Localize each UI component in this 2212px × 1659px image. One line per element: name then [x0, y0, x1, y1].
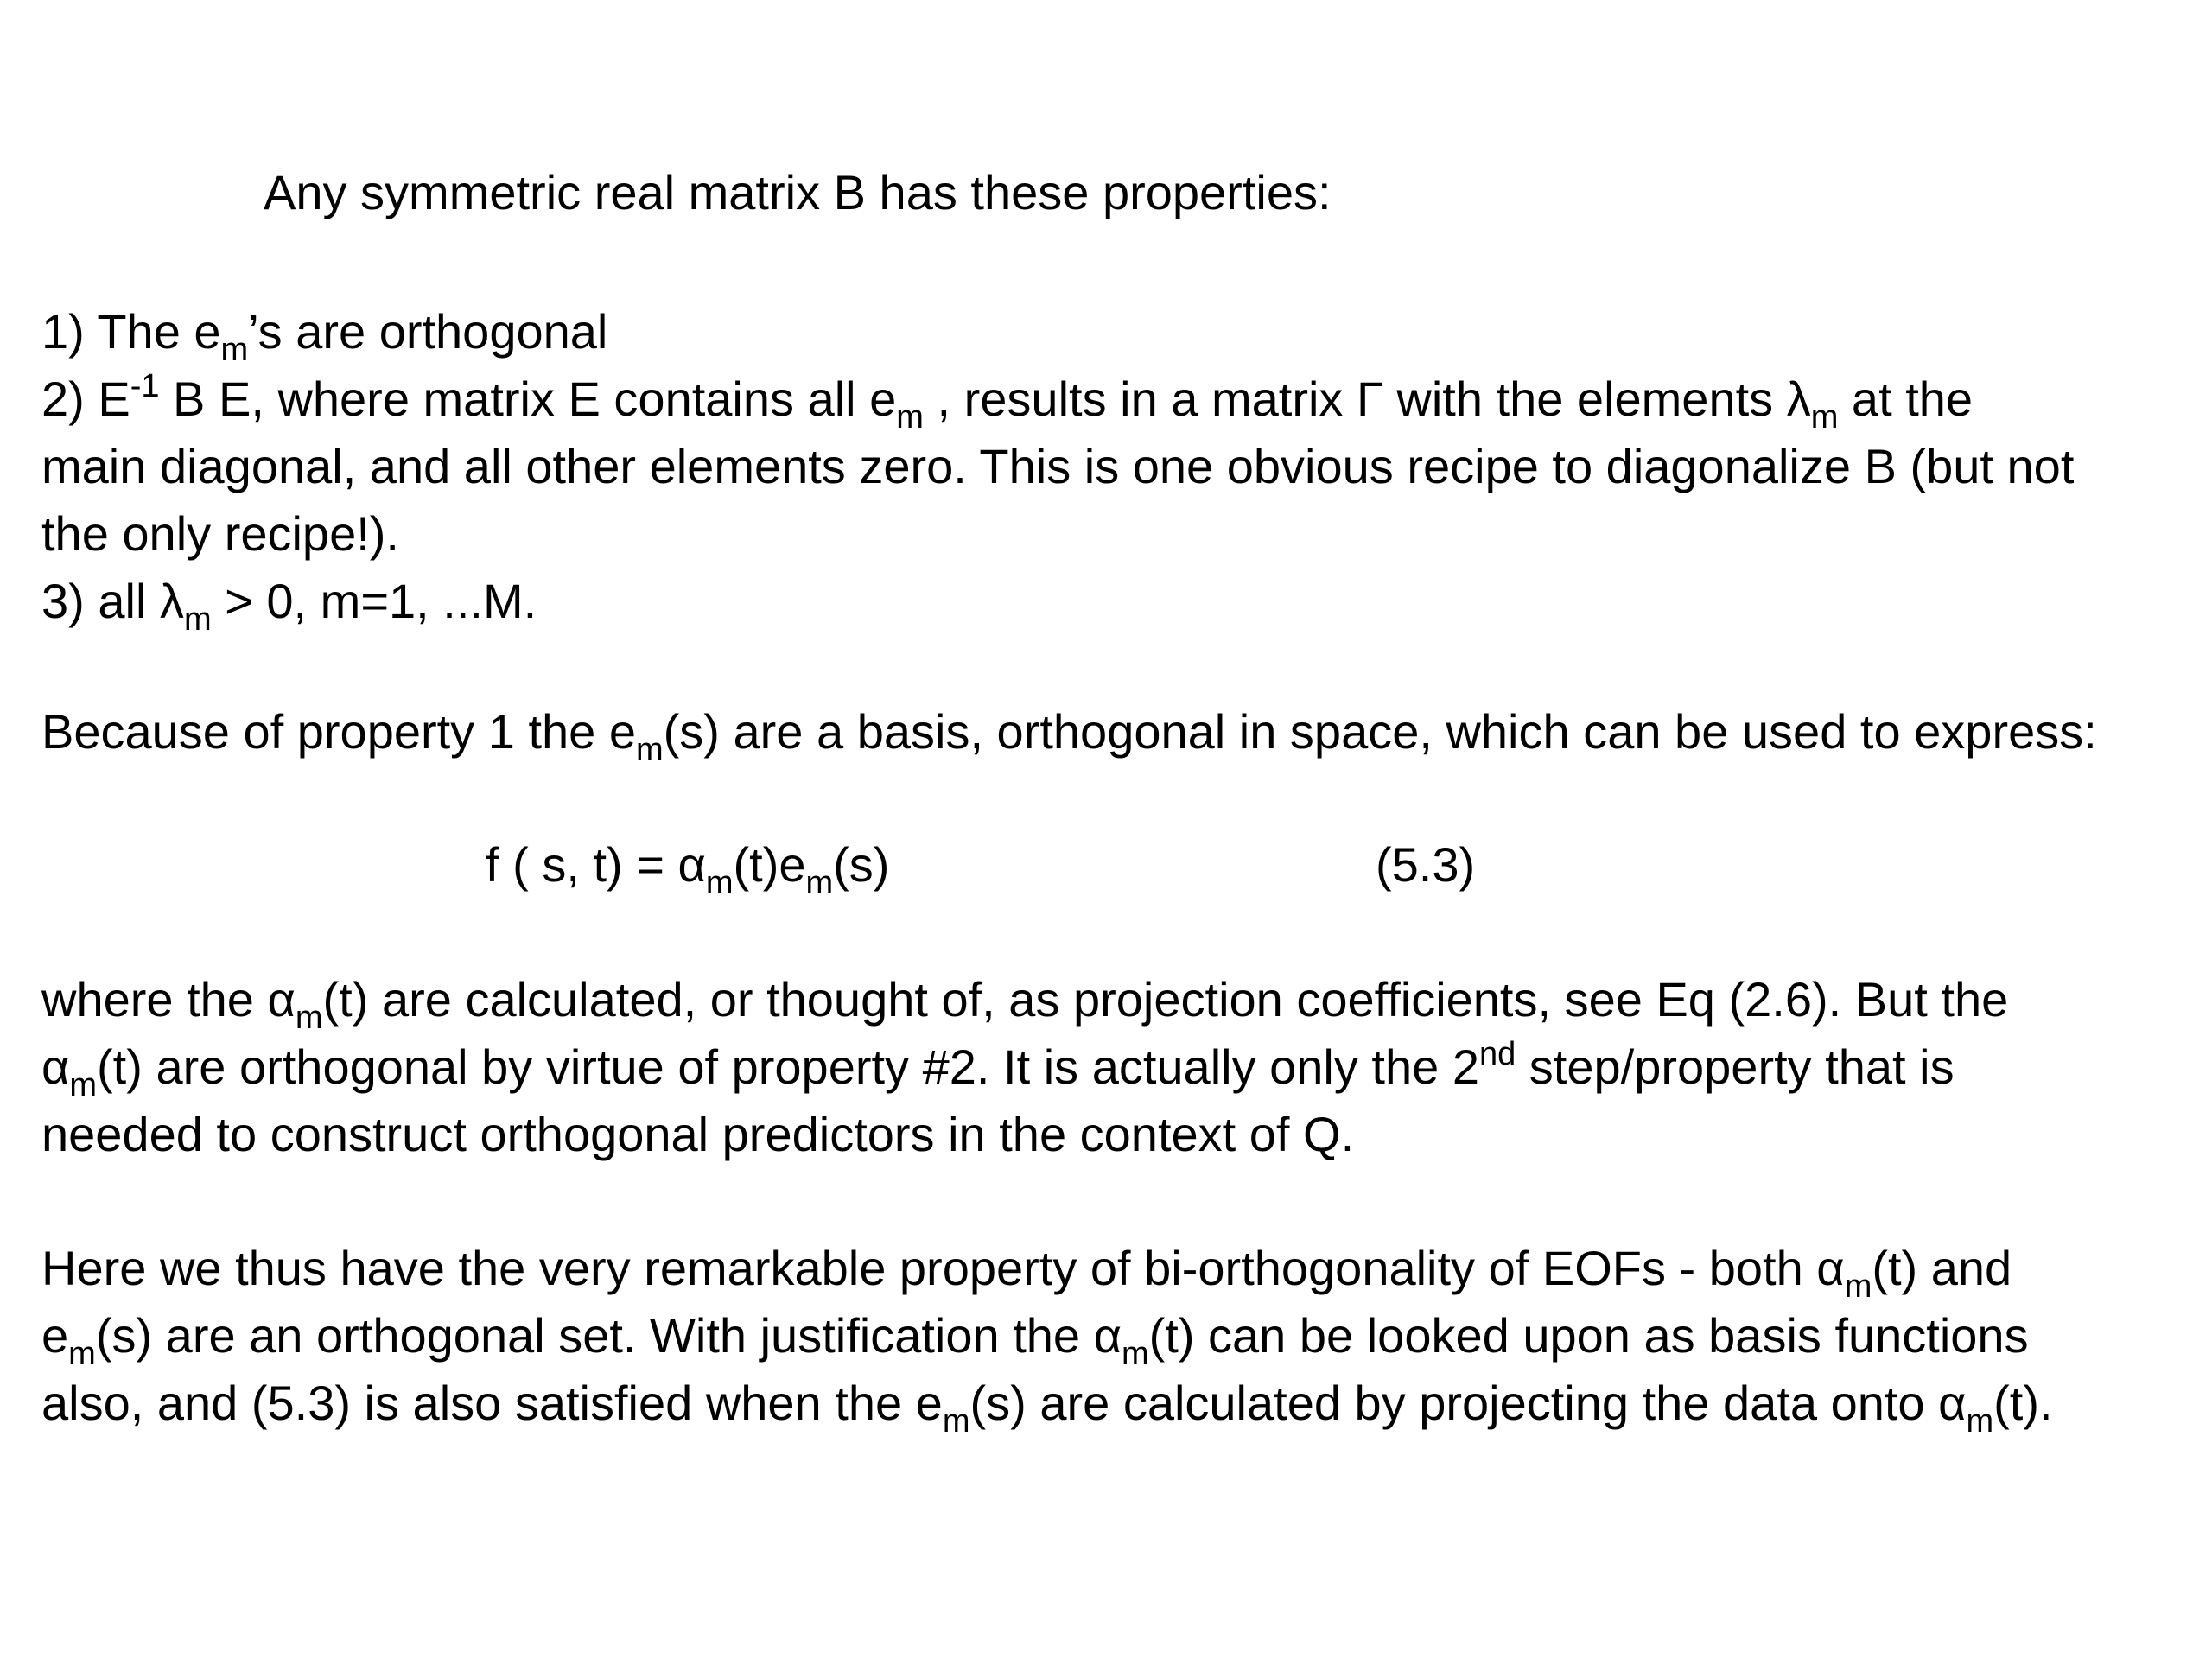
because-paragraph	[41, 698, 2097, 766]
property-2-cont-2	[41, 500, 399, 568]
where-line-1	[41, 966, 2009, 1036]
where-line-2	[41, 1033, 1955, 1101]
subscript: m	[1121, 1336, 1149, 1372]
text-segment: (t) are calculated, or thought of, as projection coefficients, see Eq (2.6). But the	[322, 972, 2009, 1027]
property-2-cont	[41, 433, 2074, 500]
subscript: m	[1844, 1268, 1872, 1305]
property-3	[41, 568, 537, 638]
text-segment: the only recipe!).	[41, 506, 399, 561]
subscript: m	[69, 1067, 98, 1103]
text-segment: (t) can be looked upon as basis functions	[1148, 1308, 2029, 1363]
text-segment: B E, where matrix E contains all e	[159, 372, 897, 426]
slide-title: Any symmetric real matrix B has these properties:	[264, 165, 1332, 219]
subscript: m	[1810, 399, 1839, 435]
text-segment: (s) are an orthogonal set. With justification the α	[95, 1308, 1122, 1363]
here-line-3	[41, 1370, 2053, 1440]
text-segment: Here we thus have the very remarkable property of bi-orthogonality of EOFs - both α	[41, 1241, 1845, 1295]
text-segment: (s)	[833, 837, 890, 892]
where-line-3	[41, 1101, 1354, 1168]
text-segment: (t)e	[733, 837, 806, 892]
subscript: m	[68, 1336, 96, 1372]
here-line-1	[41, 1235, 2012, 1305]
text-segment: (t) are orthogonal by virtue of property #2. It is actually only the 2	[97, 1039, 1479, 1094]
equation-5-3	[486, 831, 889, 899]
text-segment: main diagonal, and all other elements zero. This is one obvious recipe to diagonalize B (but not	[41, 439, 2075, 493]
subscript: m	[295, 1000, 323, 1036]
text-segment: f ( s, t) = α	[486, 837, 706, 892]
text-segment: 2) E	[41, 372, 130, 426]
text-segment: also, and (5.3) is also satisfied when the e	[41, 1376, 943, 1430]
text-segment: α	[41, 1039, 70, 1094]
text-segment: , results in a matrix Γ with the elements λ	[923, 372, 1811, 426]
superscript: nd	[1478, 1036, 1516, 1072]
subscript: m	[805, 865, 834, 901]
text-segment: (t) and	[1872, 1241, 2012, 1295]
text-segment: e	[41, 1308, 69, 1363]
text-segment: step/property that is	[1516, 1039, 1955, 1094]
subscript: m	[636, 732, 664, 768]
property-2	[41, 365, 1973, 433]
subscript: m	[183, 601, 212, 638]
subscript: m	[942, 1403, 970, 1440]
here-line-2	[41, 1302, 2029, 1370]
text-segment: (s) are calculated by projecting the data onto α	[969, 1376, 1967, 1430]
text-segment: > 0, m=1, ...M.	[211, 574, 537, 628]
subscript: m	[896, 399, 924, 435]
text-segment: 1) The e	[41, 304, 221, 359]
subscript: m	[705, 865, 734, 901]
text-segment: where the α	[41, 972, 296, 1027]
text-segment: (s) are a basis, orthogonal in space, which can be used to express:	[663, 704, 2097, 759]
text-segment: 3) all λ	[41, 574, 184, 628]
property-1	[41, 298, 608, 368]
text-segment: (t).	[1993, 1376, 2053, 1430]
subscript: m	[220, 332, 249, 368]
text-segment: ’s are orthogonal	[248, 304, 608, 359]
subscript: m	[1966, 1403, 1994, 1440]
equation-number: (5.3)	[1376, 837, 1476, 892]
text-segment: Because of property 1 the e	[41, 704, 636, 759]
superscript: -1	[130, 368, 160, 404]
text-segment: at the	[1838, 372, 1974, 426]
text-segment: needed to construct orthogonal predictors in the context of Q.	[41, 1107, 1355, 1161]
